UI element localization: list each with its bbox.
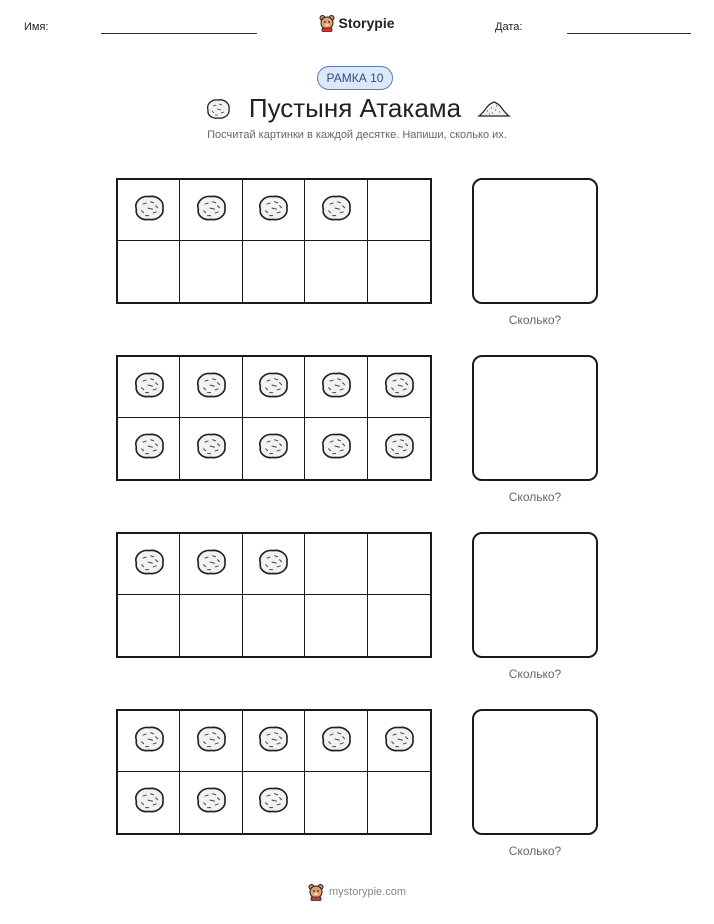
ten-frame-cell bbox=[305, 357, 367, 418]
ten-frame-section bbox=[0, 355, 714, 525]
ten-frame-cell bbox=[368, 534, 430, 595]
ten-frame-cell bbox=[305, 595, 367, 656]
title-row bbox=[0, 93, 714, 124]
ten-frame-cell bbox=[243, 241, 305, 302]
rock-icon bbox=[254, 783, 292, 822]
rock-icon bbox=[380, 722, 418, 761]
answer-box[interactable] bbox=[472, 709, 598, 835]
ten-frame-cell bbox=[180, 418, 242, 479]
rock-icon bbox=[203, 96, 233, 122]
brand-name: Storypie bbox=[338, 15, 395, 31]
ten-frame-cell bbox=[118, 418, 180, 479]
ten-frame-cell bbox=[368, 595, 430, 656]
ten-frame-section bbox=[0, 178, 714, 348]
footer bbox=[0, 883, 714, 901]
rock-icon bbox=[130, 429, 168, 468]
ten-frame-cell bbox=[305, 241, 367, 302]
ten-frame-cell bbox=[368, 180, 430, 241]
ten-frame-cell bbox=[180, 772, 242, 833]
rock-icon bbox=[192, 191, 230, 230]
ten-frame-cell bbox=[305, 180, 367, 241]
rock-icon bbox=[130, 722, 168, 761]
ten-frame-cell bbox=[180, 180, 242, 241]
ten-frame bbox=[116, 178, 432, 304]
ten-frame-cell bbox=[118, 772, 180, 833]
ten-frame-section bbox=[0, 532, 714, 702]
ten-frame-cell bbox=[368, 357, 430, 418]
rock-icon bbox=[192, 783, 230, 822]
ten-frame-cell bbox=[118, 534, 180, 595]
ten-frame-cell bbox=[180, 595, 242, 656]
rock-icon bbox=[254, 722, 292, 761]
ten-frame-cell bbox=[118, 595, 180, 656]
ten-frame-cell bbox=[243, 595, 305, 656]
rock-icon bbox=[254, 429, 292, 468]
ten-frame-cell bbox=[368, 418, 430, 479]
ten-frame-cell bbox=[368, 241, 430, 302]
answer-box[interactable] bbox=[472, 532, 598, 658]
rock-icon bbox=[130, 545, 168, 584]
ten-frame-cell bbox=[180, 357, 242, 418]
answer-box[interactable] bbox=[472, 355, 598, 481]
rock-icon bbox=[380, 368, 418, 407]
ten-frame-cell bbox=[180, 241, 242, 302]
ten-frame-cell bbox=[305, 534, 367, 595]
ten-frame-cell bbox=[368, 772, 430, 833]
answer-label: Сколько? bbox=[508, 667, 562, 681]
rock-icon bbox=[254, 368, 292, 407]
brand-logo bbox=[0, 14, 714, 32]
rock-icon bbox=[317, 368, 355, 407]
ten-frame-cell bbox=[243, 418, 305, 479]
ten-frame-cell bbox=[180, 711, 242, 772]
rock-icon bbox=[130, 368, 168, 407]
ten-frame-cell bbox=[180, 534, 242, 595]
ten-frame-cell bbox=[243, 772, 305, 833]
rock-icon bbox=[317, 191, 355, 230]
answer-label: Сколько? bbox=[508, 313, 562, 327]
rock-icon bbox=[130, 783, 168, 822]
answer-label: Сколько? bbox=[508, 844, 562, 858]
rock-icon bbox=[254, 191, 292, 230]
ten-frame-cell bbox=[305, 711, 367, 772]
ten-frame-cell bbox=[118, 711, 180, 772]
instructions: Посчитай картинки в каждой десятке. Напиши, сколько их. bbox=[207, 129, 507, 141]
rock-icon bbox=[380, 429, 418, 468]
ten-frame-cell bbox=[243, 357, 305, 418]
rock-icon bbox=[192, 368, 230, 407]
rock-icon bbox=[317, 722, 355, 761]
date-label: Дата: bbox=[495, 21, 523, 33]
rock-icon bbox=[192, 722, 230, 761]
name-label: Имя: bbox=[24, 21, 49, 33]
ten-frame-cell bbox=[118, 241, 180, 302]
rock-icon bbox=[254, 545, 292, 584]
ten-frame-section bbox=[0, 709, 714, 879]
footer-url: mystorypie.com bbox=[328, 886, 407, 898]
ten-frame-cell bbox=[305, 418, 367, 479]
rock-icon bbox=[192, 545, 230, 584]
page-title: Пустыня Атакама bbox=[248, 93, 462, 123]
ten-frame-cell bbox=[243, 180, 305, 241]
ten-frame-cell bbox=[118, 357, 180, 418]
ten-frame-cell bbox=[243, 711, 305, 772]
ten-frame-cell bbox=[305, 772, 367, 833]
name-line[interactable] bbox=[101, 33, 257, 34]
rock-icon bbox=[317, 429, 355, 468]
ten-frame-cell bbox=[368, 711, 430, 772]
ten-frame-cell bbox=[243, 534, 305, 595]
answer-label: Сколько? bbox=[508, 490, 562, 504]
storypie-bear-logo-icon bbox=[308, 883, 324, 901]
ten-frame bbox=[116, 532, 432, 658]
date-line[interactable] bbox=[567, 33, 691, 34]
answer-box[interactable] bbox=[472, 178, 598, 304]
frame-badge: РАМКА 10 bbox=[317, 66, 393, 90]
ten-frame bbox=[116, 709, 432, 835]
rock-icon bbox=[130, 191, 168, 230]
sand-pile-icon bbox=[477, 98, 511, 120]
rock-icon bbox=[192, 429, 230, 468]
ten-frame-cell bbox=[118, 180, 180, 241]
ten-frame bbox=[116, 355, 432, 481]
storypie-bear-logo-icon bbox=[319, 14, 335, 32]
